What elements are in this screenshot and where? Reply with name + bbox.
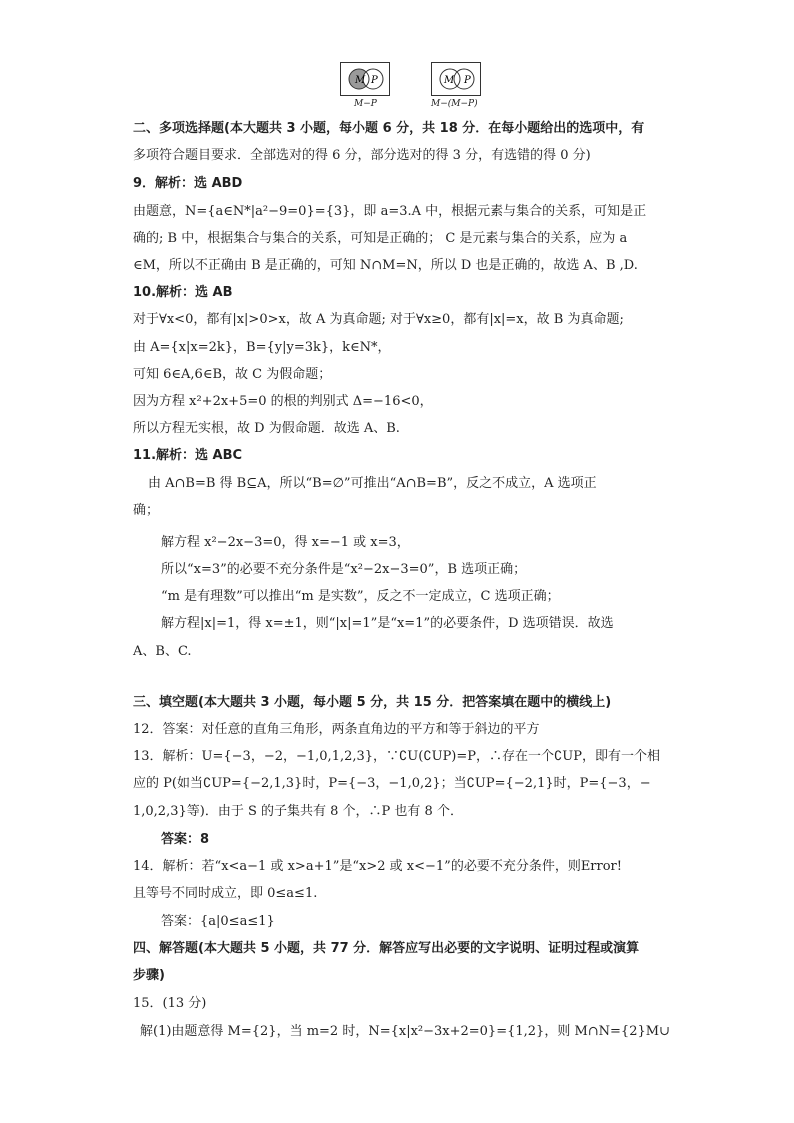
text-line: 12．答案：对任意的直角三角形，两条直角边的平方和等于斜边的平方 <box>133 722 540 737</box>
text-line: 1,0,2,3}等)．由于 S 的子集共有 8 个，∴P 也有 8 个． <box>133 804 463 819</box>
text-line: 对于∀x<0，都有|x|>0>x，故 A 为真命题; 对于∀x≥0，都有|x|=x，故 B 为真命题; <box>133 312 624 327</box>
text-line: 解(1)由题意得 M={2}，当 m=2 时，N={x|x²−3x+2=0}={1,2}，则 M∩N={2}M∪ <box>140 1024 670 1039</box>
text-line: 步骤) <box>133 968 165 983</box>
text-line: 解方程|x|=1，得 x=±1，则“|x|=1”是“x=1”的必要条件，D 选项错误．故选 <box>161 616 614 631</box>
text-line: 所以方程无实根，故 D 为假命题．故选 A、B. <box>133 421 400 436</box>
label-m: M <box>355 75 366 86</box>
text-line: 多项符合题目要求．全部选对的得 6 分，部分选对的得 3 分，有选错的得 0 分) <box>133 148 591 163</box>
text-line: 可知 6∈A,6∈B，故 C 为假命题； <box>133 367 332 382</box>
answer-heading-q9: 9．解析：选 ABD <box>133 176 243 191</box>
text-line: 13．解析：U={−3，−2，−1,0,1,2,3}，∵∁U(∁UP)=P，∴存在一个∁UP，即有一个相 <box>133 749 660 764</box>
label-m: M <box>444 75 455 86</box>
text-line: 确； <box>133 503 160 518</box>
text-line: 应的 P(如当∁UP={−2,1,3}时，P={−3，−1,0,2}；当∁UP={−2,1}时，P={−3，− <box>133 776 651 791</box>
section-heading-fill-blank: 三、填空题(本大题共 3 小题，每小题 5 分，共 15 分．把答案填在题中的横线上) <box>133 695 612 710</box>
text-line: 且等号不同时成立，即 0≤a≤1. <box>133 886 318 901</box>
answer-q14: 答案：{a|0≤a≤1} <box>161 914 275 929</box>
venn-figure-m-minus-m-minus-p <box>431 62 491 109</box>
venn-diagram <box>340 62 394 96</box>
text-line: 解方程 x²−2x−3=0，得 x=−1 或 x=3， <box>161 535 410 550</box>
question-15-header: 15．(13 分) <box>133 996 207 1011</box>
text-line: 由题意，N={a∈N*|a²−9=0}={3}，即 a=3.A 中，根据元素与集合的关系，可知是正 <box>133 204 647 219</box>
section-heading-solutions: 四、解答题(本大题共 5 小题，共 77 分．解答应写出必要的文字说明、证明过程或演算 <box>133 941 640 956</box>
label-p: P <box>371 75 378 86</box>
answer-q13: 答案：8 <box>161 832 210 847</box>
text-line: 因为方程 x²+2x+5=0 的根的判别式 Δ=−16<0， <box>133 394 433 409</box>
venn-figure-m-minus-p <box>340 62 394 109</box>
text-line: 所以“x=3”的必要不充分条件是“x²−2x−3=0”，B 选项正确； <box>161 562 527 577</box>
venn-caption: M−(M−P) <box>431 99 478 109</box>
text-line: ∈M，所以不正确由 B 是正确的，可知 N∩M=N，所以 D 也是正确的，故选 A、B ,D. <box>133 258 638 273</box>
answer-heading-q11: 11.解析：选 ABC <box>133 448 243 463</box>
venn-diagram <box>431 62 485 96</box>
label-p: P <box>464 75 471 86</box>
answer-heading-q10: 10.解析：选 AB <box>133 285 233 300</box>
section-heading-multiple-choice: 二、多项选择题(本大题共 3 小题，每小题 6 分，共 18 分．在每小题给出的选项中，有 <box>133 121 645 136</box>
text-line: “m 是有理数”可以推出“m 是实数”，反之不一定成立，C 选项正确； <box>161 589 560 604</box>
text-line: 14．解析：若“x<a−1 或 x>a+1”是“x>2 或 x<−1”的必要不充分条件，则Error! <box>133 859 622 874</box>
text-line: 由 A∩B=B 得 B⊆A，所以“B=∅”可推出“A∩B=B”，反之不成立，A 选项正 <box>148 476 597 491</box>
text-line: A、B、C. <box>133 644 192 659</box>
venn-caption: M−P <box>354 99 377 109</box>
text-line: 确的; B 中，根据集合与集合的关系，可知是正确的； C 是元素与集合的关系，应为 a <box>133 231 628 246</box>
text-line: 由 A={x|x=2k}，B={y|y=3k}，k∈N*， <box>133 340 391 355</box>
